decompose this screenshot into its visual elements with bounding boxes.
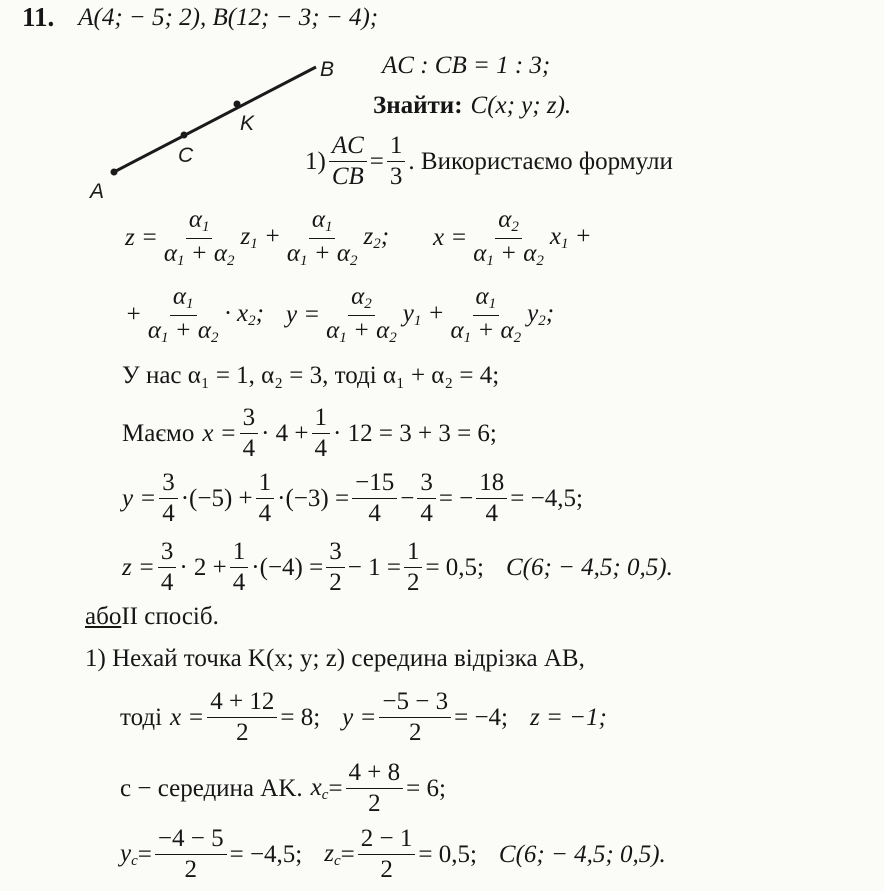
segment-ab bbox=[114, 67, 316, 172]
midpoint-k-line: тоді x = $\frac{4 + 12}{2}$ = 8; y = $\frac{-5 - 3}{2}$ = −4; z = −1; bbox=[120, 688, 607, 747]
final-result: C(6; − 4,5; 0,5). bbox=[498, 840, 666, 868]
label-c: C bbox=[178, 144, 194, 167]
frac-one-third: $\frac{1}{3}$ bbox=[387, 133, 406, 191]
formula-zx-line: z = $\frac{\alpha_1}{\alpha_1 + \alpha_2}$ $z_1$ + $\frac{\alpha_1}{\alpha_1 + \alpha_2}$ $z_2$; x = $\frac{\alpha_2}{\alpha_1 + \alpha_2}$ $x_1$ + bbox=[125, 206, 592, 269]
alpha-values-line: У нас α₁ = 1, α₂ = 3, тоді α₁ + α₂ = 4; bbox=[122, 362, 500, 389]
point-a-dot bbox=[111, 169, 118, 176]
given-points: A(4; − 5; 2), B(12; − 3; − 4); bbox=[78, 3, 379, 31]
point-k-dot bbox=[234, 101, 241, 108]
method2-step1: 1) Нехай точка K(x; y; z) середина відрізка AB, bbox=[85, 645, 585, 672]
find-line bbox=[373, 92, 571, 120]
frac-ac-cb: $\frac{AC}{CB}$ bbox=[329, 133, 367, 191]
z-calc-line: z = $\frac{3}{4}$ · 2 + $\frac{1}{4}$ ·(−4) = $\frac{3}{2}$ − 1 = $\frac{1}{2}$ = 0,5; C(6; − 4,5; 0,5). bbox=[122, 538, 673, 597]
problem-number: 11. bbox=[22, 2, 55, 32]
point-c-dot bbox=[181, 132, 188, 139]
ratio-line: AC : CB = 1 : 3; bbox=[382, 52, 551, 79]
label-a: A bbox=[90, 180, 105, 203]
method2-heading: або II спосіб. bbox=[85, 603, 219, 630]
find-value: C(x; y; z). bbox=[470, 92, 572, 119]
step1-number: 1) bbox=[305, 147, 326, 175]
label-b: B bbox=[320, 58, 335, 81]
y-calc-line: y = $\frac{3}{4}$ ·(−5) + $\frac{1}{4}$ ·(−3) = $\frac{-15}{4}$ − $\frac{3}{4}$ = − $\frac{18}{4}$ = −4,5; bbox=[122, 469, 583, 528]
use-formulas-text: . Використаємо формули bbox=[408, 147, 673, 175]
problem-header bbox=[22, 2, 378, 33]
find-label: Знайти: bbox=[373, 92, 463, 119]
x-calc-line: Маємо x = $\frac{3}{4}$ · 4 + $\frac{1}{4}$ · 12 = 3 + 3 = 6; bbox=[122, 404, 497, 463]
step1-line: 1) $\frac{AC}{CB}$ = $\frac{1}{3}$ . Використаємо формули bbox=[305, 132, 673, 191]
formula-xy-line: + $\frac{\alpha_1}{\alpha_1 + \alpha_2}$ · $x_2$; y = $\frac{\alpha_2}{\alpha_1 + \alpha_2}$ $y_1$ + $\frac{\alpha_1}{\alpha_1 + \alpha_2}$ $y_2$; bbox=[125, 283, 555, 346]
result-c: C(6; − 4,5; 0,5). bbox=[505, 553, 673, 581]
xc-line: c − середина AK. $x_c$ = $\frac{4 + 8}{2}$ = 6; bbox=[120, 759, 446, 818]
yc-zc-line: $y_c$ = $\frac{-4 - 5}{2}$ = −4,5; $z_c$ = $\frac{2 - 1}{2}$ = 0,5; C(6; − 4,5; 0,5). bbox=[120, 825, 666, 884]
label-k: K bbox=[240, 112, 255, 135]
